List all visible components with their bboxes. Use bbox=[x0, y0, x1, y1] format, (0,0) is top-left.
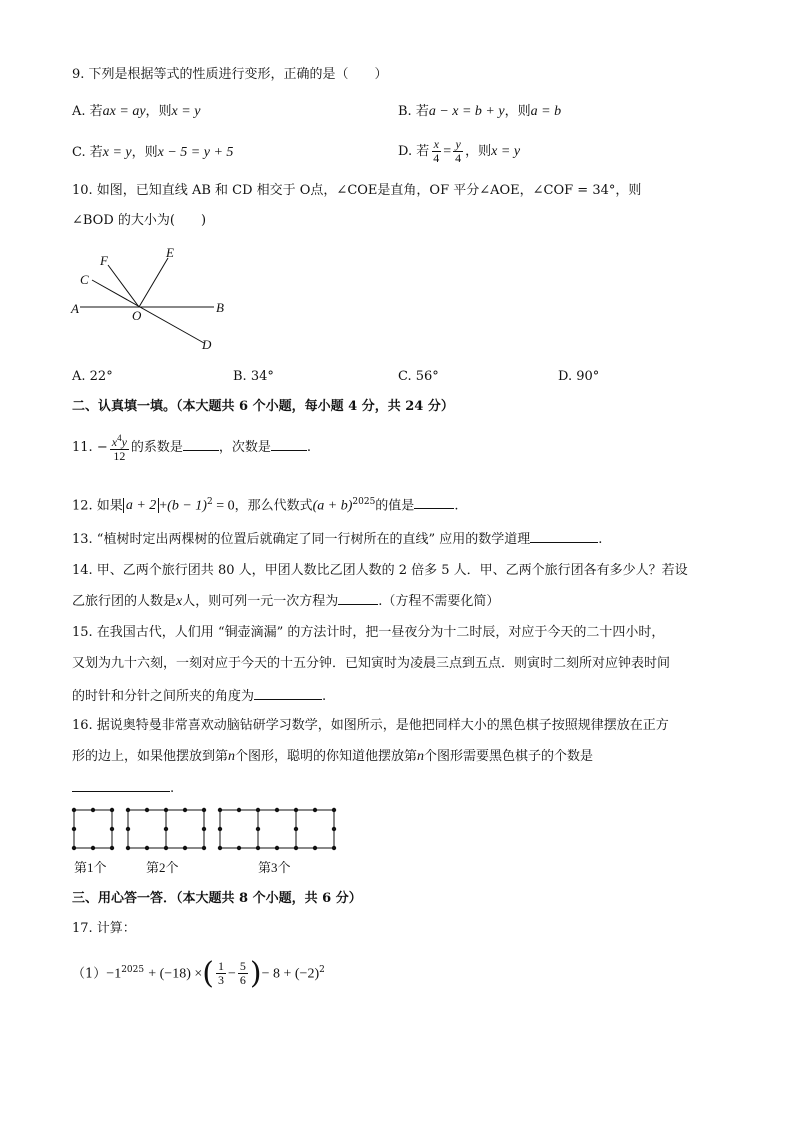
q9-option-c bbox=[72, 144, 233, 162]
chess-piece bbox=[332, 827, 336, 831]
q16-line2 bbox=[72, 748, 593, 766]
math-result: x = y bbox=[491, 144, 521, 159]
equals-zero: = 0 bbox=[212, 498, 235, 514]
q11 bbox=[72, 432, 311, 463]
q12-value-text: 的值是 bbox=[375, 498, 415, 514]
var-x: x bbox=[111, 435, 118, 449]
q9-option-a bbox=[72, 103, 200, 121]
fraction-denominator: 4 bbox=[433, 151, 440, 165]
chess-piece bbox=[91, 846, 95, 850]
section-3-title: 三、用心答一答．（本大题共 8 个小题，共 6 分） bbox=[72, 891, 362, 906]
chess-piece bbox=[275, 846, 279, 850]
chess-piece bbox=[72, 827, 76, 831]
question-number: 11. bbox=[72, 440, 93, 455]
q12-prefix: 12. 如果 bbox=[72, 498, 123, 514]
chess-piece bbox=[145, 808, 149, 812]
q16-line1: 16. 据说奥特曼非常喜欢动脑钻研学习数学，如图所示，是他把同样大小的黑色棋子按照规律摆放在正方 bbox=[72, 718, 669, 733]
coefficient-text: 的系数是 bbox=[130, 440, 183, 455]
period: . bbox=[322, 689, 327, 704]
q14-line1: 14. 甲、乙两个旅行团共 80 人，甲团人数比乙团人数的 2 倍多 5 人．甲、乙两个旅行团各有多少人？若设 bbox=[72, 563, 688, 578]
minus-sign: − bbox=[96, 440, 108, 455]
minus-sign: − bbox=[106, 966, 115, 982]
exponent: 2 bbox=[206, 497, 213, 507]
q16-text-a: 形的边上，如果他摆放到第 bbox=[72, 749, 229, 764]
q10-option-a: A. 22° bbox=[72, 369, 113, 384]
period: . bbox=[170, 781, 175, 796]
math-condition: ax = ay bbox=[102, 104, 146, 119]
big-paren-right: ) bbox=[249, 955, 262, 991]
period: . bbox=[598, 532, 603, 547]
q10-option-d: D. 90° bbox=[558, 369, 600, 384]
fraction-x-over-4 bbox=[431, 138, 441, 165]
chess-piece bbox=[145, 846, 149, 850]
label-a: A bbox=[71, 301, 79, 316]
q14-line2 bbox=[72, 592, 499, 611]
plus-sign: + bbox=[159, 498, 168, 514]
math-condition: a − x = b + y bbox=[428, 104, 505, 119]
fraction-1-3 bbox=[216, 960, 226, 987]
then-text: ，则 bbox=[504, 104, 531, 119]
big-paren-left: ( bbox=[202, 955, 214, 991]
q16-text-c: 个图形需要黑色棋子的个数是 bbox=[424, 749, 594, 764]
q14-text-a: 乙旅行团的人数是 bbox=[72, 594, 177, 609]
chess-piece bbox=[72, 808, 76, 812]
minus-sign: − bbox=[227, 966, 236, 982]
q10-angle-figure bbox=[64, 240, 234, 355]
option-label: C. 若 bbox=[72, 145, 103, 160]
fraction-denominator: 4 bbox=[455, 151, 462, 165]
chess-piece bbox=[256, 827, 260, 831]
figure-label-1: 第1个 bbox=[74, 860, 107, 875]
q10-option-b: B. 34° bbox=[233, 369, 274, 384]
q14-text-b: 人，则可列一元一次方程为 bbox=[182, 594, 339, 609]
chess-piece bbox=[126, 846, 130, 850]
q10-option-c: C. 56° bbox=[398, 369, 439, 384]
chess-piece bbox=[237, 846, 241, 850]
fraction-denominator: 3 bbox=[217, 973, 224, 988]
chess-piece bbox=[294, 827, 298, 831]
q14-text-c: .（方程不需要化简） bbox=[378, 594, 500, 609]
part-number: （1） bbox=[72, 966, 107, 982]
chess-piece bbox=[202, 827, 206, 831]
chess-piece bbox=[72, 846, 76, 850]
fraction-numerator: 1 bbox=[217, 959, 224, 974]
chess-piece bbox=[332, 846, 336, 850]
chess-piece bbox=[164, 846, 168, 850]
pattern-1-outline bbox=[74, 810, 112, 848]
chess-piece bbox=[110, 827, 114, 831]
chess-piece bbox=[275, 808, 279, 812]
label-b: B bbox=[216, 300, 224, 315]
chess-piece bbox=[164, 808, 168, 812]
chess-piece bbox=[256, 808, 260, 812]
fraction-numerator: x bbox=[433, 137, 439, 151]
label-d: D bbox=[202, 337, 212, 352]
answer-blank[interactable] bbox=[254, 687, 322, 700]
operator-text: − 8 + (−2) bbox=[261, 966, 320, 982]
expression: (a + b) bbox=[312, 498, 353, 514]
line-cd bbox=[92, 280, 204, 343]
answer-blank[interactable] bbox=[414, 496, 454, 509]
chess-piece bbox=[313, 846, 317, 850]
base: 1 bbox=[114, 966, 122, 982]
var-n: n bbox=[228, 749, 236, 764]
answer-blank-degree[interactable] bbox=[271, 438, 307, 451]
fraction-monomial bbox=[110, 432, 129, 463]
parenthesized-term: (b − 1) bbox=[167, 498, 207, 514]
absolute-value: a + 2 bbox=[123, 498, 159, 513]
figure-label-2: 第2个 bbox=[146, 860, 179, 875]
chess-piece bbox=[294, 808, 298, 812]
chess-piece bbox=[218, 846, 222, 850]
q15-line1: 15. 在我国古代，人们用 “铜壶滴漏” 的方法计时，把一昼夜分为十二时辰，对应于今天的二十四小时， bbox=[72, 625, 665, 640]
chess-piece bbox=[202, 846, 206, 850]
pattern-3-outline bbox=[220, 810, 334, 848]
label-c: C bbox=[80, 272, 89, 287]
chess-piece bbox=[332, 808, 336, 812]
q12-middle-text: ，那么代数式 bbox=[234, 498, 313, 514]
q10-stem-line2: ∠BOD 的大小为( ) bbox=[72, 213, 207, 228]
math-result: x = y bbox=[171, 104, 201, 119]
q15-line3 bbox=[72, 687, 326, 706]
q17-title: 17. 计算： bbox=[72, 921, 136, 936]
figure-label-3: 第3个 bbox=[258, 860, 291, 875]
equals-sign: = bbox=[443, 144, 452, 159]
chess-piece bbox=[110, 846, 114, 850]
label-f: F bbox=[100, 253, 108, 268]
chess-piece bbox=[218, 808, 222, 812]
math-condition: x = y bbox=[102, 145, 132, 160]
q10-stem-line1: 10. 如图，已知直线 AB 和 CD 相交于 O点，∠COE是直角，OF 平分∠AOE，∠COF = 34°，则 bbox=[72, 183, 642, 198]
chess-piece bbox=[164, 827, 168, 831]
chess-piece bbox=[110, 808, 114, 812]
var-n: n bbox=[417, 749, 425, 764]
option-label: B. 若 bbox=[398, 104, 429, 119]
answer-blank-coefficient[interactable] bbox=[183, 438, 219, 451]
label-o: O bbox=[132, 308, 142, 323]
q17-part1 bbox=[72, 950, 325, 994]
fraction-denominator: 12 bbox=[113, 449, 126, 463]
answer-blank[interactable] bbox=[338, 592, 378, 605]
chess-piece bbox=[183, 846, 187, 850]
chess-piece bbox=[294, 846, 298, 850]
operator-text: + (−18) × bbox=[148, 966, 203, 982]
var-x: x bbox=[176, 594, 183, 609]
q13-text: 13. “植树时定出两棵树的位置后就确定了同一行树所在的直线” 应用的数学道理 bbox=[72, 532, 531, 547]
q9-option-d bbox=[398, 138, 520, 165]
var-y: y bbox=[121, 435, 127, 449]
fraction-denominator: 6 bbox=[239, 973, 246, 988]
period: . bbox=[454, 498, 459, 514]
then-text: ，则 bbox=[145, 104, 172, 119]
exponent: 2025 bbox=[121, 965, 145, 975]
chess-piece bbox=[218, 827, 222, 831]
fraction-numerator: y bbox=[455, 137, 461, 151]
q12 bbox=[72, 493, 458, 515]
q13 bbox=[72, 530, 602, 549]
exponent: 2 bbox=[319, 965, 325, 975]
answer-blank[interactable] bbox=[530, 530, 598, 543]
chess-piece bbox=[126, 827, 130, 831]
degree-text: ，次数是 bbox=[218, 440, 271, 455]
section-2-title: 二、认真填一填。（本大题共 6 个小题，每小题 4 分，共 24 分） bbox=[72, 399, 454, 414]
q15-line2: 又划为九十六刻，一刻对应于今天的十五分钟．已知寅时为凌晨三点到五点．则寅时二刻所对应钟表时间 bbox=[72, 656, 671, 671]
then-text: ，则 bbox=[131, 145, 158, 160]
math-result: a = b bbox=[530, 104, 562, 119]
q16-text-b: 个图形，聪明的你知道他摆放第 bbox=[235, 749, 418, 764]
chess-piece bbox=[313, 808, 317, 812]
option-label: D. 若 bbox=[398, 144, 430, 159]
math-result: x − 5 = y + 5 bbox=[157, 145, 234, 160]
chess-piece bbox=[256, 846, 260, 850]
q16-pattern-figure bbox=[68, 806, 348, 876]
period: . bbox=[306, 440, 312, 455]
ray-of bbox=[108, 265, 139, 307]
then-text: ，则 bbox=[465, 144, 492, 159]
fraction-numerator: 5 bbox=[239, 959, 246, 974]
q9-stem: 9. 下列是根据等式的性质进行变形，正确的是（ ） bbox=[72, 67, 388, 82]
chess-piece bbox=[91, 808, 95, 812]
fraction-5-6 bbox=[238, 960, 248, 987]
q16-answer-line bbox=[72, 779, 174, 798]
chess-piece bbox=[237, 808, 241, 812]
chess-piece bbox=[126, 808, 130, 812]
option-label: A. 若 bbox=[72, 104, 103, 119]
q9-option-b bbox=[398, 103, 561, 121]
exponent: 4 bbox=[117, 433, 122, 443]
q15-text: 的时针和分针之间所夹的角度为 bbox=[72, 689, 255, 704]
ray-oe bbox=[139, 258, 168, 307]
chess-piece bbox=[202, 808, 206, 812]
exponent: 2025 bbox=[352, 497, 376, 507]
label-e: E bbox=[166, 245, 174, 260]
chess-piece bbox=[183, 808, 187, 812]
fraction-y-over-4 bbox=[453, 138, 463, 165]
answer-blank[interactable] bbox=[72, 779, 170, 792]
